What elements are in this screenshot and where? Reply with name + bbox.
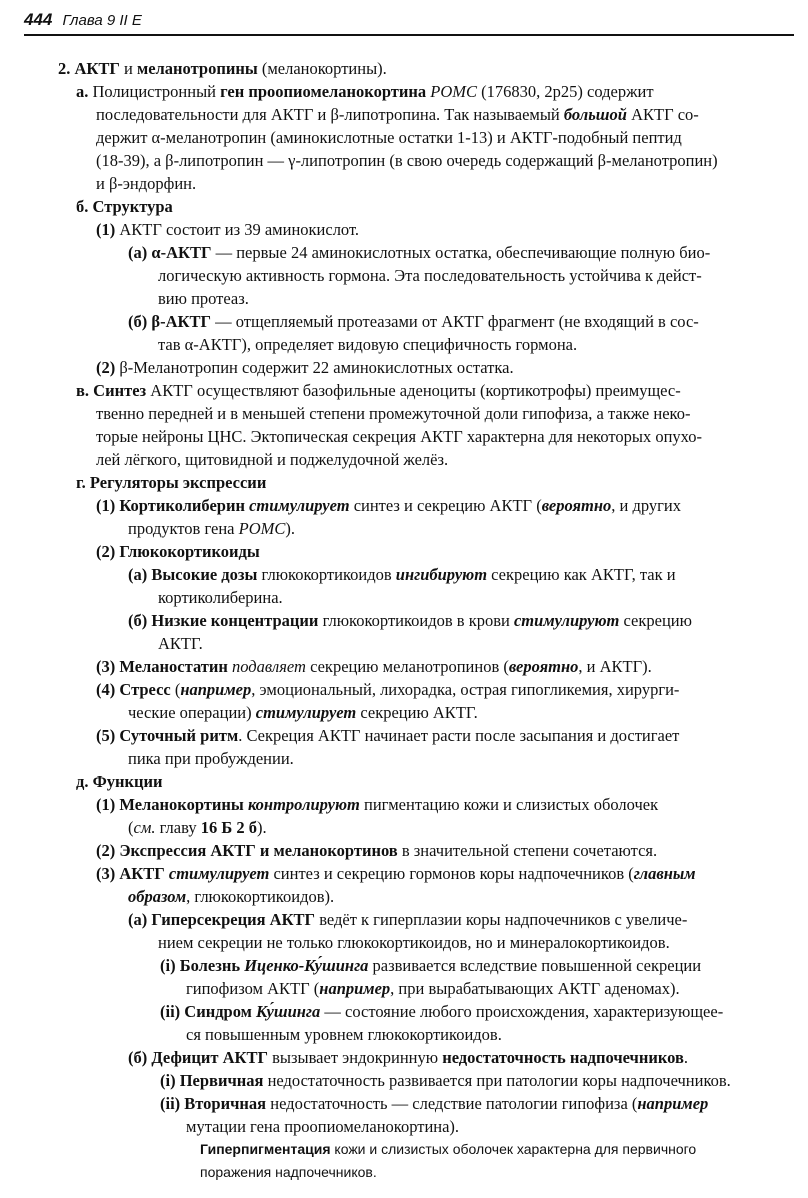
text-run: стимулирует [249,496,350,515]
running-head: Глава 9 II E [62,12,142,29]
text-run: большой [563,105,627,124]
text-line [0,149,796,172]
text-run: см. [133,818,156,837]
text-run: Полицистронный [92,82,221,101]
text-line [0,540,796,563]
text-run: пика при пробуждении. [128,749,294,768]
text-run: последовательности для АКТГ и β-липотропина. Так называемый [96,105,564,124]
text-line [0,885,796,908]
text-run: синтез и секрецию АКТГ ( [349,496,542,515]
text-line [0,333,796,356]
text-run: поражения надпочечников. [200,1164,377,1180]
text-run: а. [76,82,93,101]
text-run: АКТГ. [158,634,203,653]
text-run: 16 Б 2 б [200,818,257,837]
text-run: АКТГ состоит из 39 аминокислот. [119,220,360,239]
text-line [0,862,796,885]
text-run: например [637,1094,709,1113]
text-line [0,724,796,747]
text-run: лей лёгкого, щитовидной и поджелудочной желёз. [96,450,449,469]
text-run: например [180,680,252,699]
text-run: гипофизом АКТГ ( [186,979,320,998]
text-run: вызывает эндокринную [268,1048,443,1067]
text-run: (i) Болезнь [160,956,241,975]
text-run: главным [633,864,696,883]
text-run: — состояние любого происхождения, характеризующее- [320,1002,724,1021]
text-line [0,655,796,678]
text-line [0,1023,796,1046]
text-line [0,954,796,977]
text-run: нием секреции не только глюкокортикоидов, но и минералокортикоидов. [158,933,670,952]
text-run: — первые 24 аминокислотных остатка, обеспечивающие полную био- [211,243,711,262]
text-run: (1) Кортиколиберин [96,496,245,515]
text-line [0,287,796,310]
text-line [0,172,796,195]
text-run: (а) Высокие дозы [128,565,258,584]
header-rule [24,34,794,36]
text-run: АКТГ осуществляют базофильные аденоциты (кортикотрофы) преимущес- [146,381,681,400]
text-line [0,1115,796,1138]
text-run: синтез и секрецию гормонов коры надпочечников ( [269,864,634,883]
text-run: (б) Дефицит АКТГ [128,1048,268,1067]
text-line [0,448,796,471]
text-line [0,816,796,839]
text-run: кожи и слизистых оболочек характерна для первичного [330,1141,697,1157]
text-run: (2) Экспрессия АКТГ и меланокортинов [96,841,398,860]
text-run: подавляет [232,657,306,676]
text-run: в. Синтез [76,381,147,400]
text-run: (18-39), а β-липотропин — γ-липотропин (в свою очередь содержащий β-меланотропин) [96,151,718,170]
text-run: держит α-меланотропин (аминокислотные остатки 1-13) и АКТГ-подобный пептид [96,128,682,147]
text-line [0,747,796,770]
text-run: д. Функции [76,772,163,791]
text-run: меланотропины [136,59,258,78]
text-run: 2. [58,59,75,78]
text-line [0,517,796,540]
text-run: например [319,979,391,998]
text-line [0,908,796,931]
text-run: (а) [128,243,152,262]
text-line [0,1000,796,1023]
text-run: ( [170,680,181,699]
text-run: твенно передней и в меньшей степени промежуточной доли гипофиза, а также неко- [96,404,691,423]
text-run: (ii) Вторичная [160,1094,267,1113]
text-run: , и АКТГ). [578,657,652,676]
text-run: г. Регуляторы экспрессии [76,473,267,492]
text-run: (б) [128,312,152,331]
text-run: пигментацию кожи и слизистых оболочек [359,795,659,814]
text-run: секрецию [619,611,692,630]
text-run: секрецию меланотропинов ( [305,657,509,676]
text-run: (i) Первичная [160,1071,264,1090]
text-run: глюкокортикоидов в крови [318,611,514,630]
text-line [0,195,796,218]
text-line [0,264,796,287]
text-run: , при вырабатывающих АКТГ аденомах). [390,979,680,998]
text-run: вию протеаз. [158,289,249,308]
text-run: АКТГ со- [626,105,699,124]
page-number: 444 [24,10,53,29]
text-run: β-Меланотропин содержит 22 аминокислотных остатка. [119,358,514,377]
text-run: главу [155,818,201,837]
text-line [0,1069,796,1092]
text-run: продуктов гена [128,519,239,538]
text-run: — отщепляемый протеазами от АКТГ фрагмент (не входящий в сос- [210,312,699,331]
text-run: секрецию как АКТГ, так и [487,565,676,584]
text-run: тав α-АКТГ), определяет видовую специфичность гормона. [158,335,578,354]
text-line [0,218,796,241]
text-line [0,80,796,103]
text-run: Иценко-Ку́шинга [244,956,369,975]
text-run: ческие операции) [128,703,256,722]
text-line [0,839,796,862]
text-run: α-АКТГ [151,243,212,262]
text-run: (б) Низкие концентрации [128,611,319,630]
text-run: , глюкокортикоидов). [186,887,335,906]
text-line [0,563,796,586]
text-line [0,471,796,494]
text-line [0,379,796,402]
text-line [0,402,796,425]
text-line [0,241,796,264]
text-run: торые нейроны ЦНС. Эктопическая секреция АКТГ характерна для некоторых опухо- [96,427,703,446]
text-run: Ку́шинга [256,1002,321,1021]
text-run: (ii) Синдром [160,1002,252,1021]
text-run: (176830, 2p25) содержит [477,82,654,101]
text-run: логическую активность гормона. Эта последовательность устойчива к дейст- [158,266,702,285]
text-run: (3) АКТГ [96,864,165,883]
text-line [0,632,796,655]
footnote-line [0,1138,796,1161]
text-run: POMC [238,519,286,538]
text-run: . Секреция АКТГ начинает расти после засыпания и достигает [238,726,680,745]
text-run: вероятно [508,657,579,676]
text-run: (5) Суточный ритм [96,726,239,745]
text-run: (3) Меланостатин [96,657,228,676]
text-run: контролируют [247,795,360,814]
text-run: ся повышенным уровнем глюкокортикоидов. [186,1025,502,1044]
text-run: мутации гена проопиомеланокортина). [186,1117,460,1136]
text-line [0,425,796,448]
text-run: недостаточность надпочечников [442,1048,684,1067]
text-line [0,678,796,701]
text-run: б. Структура [76,197,173,216]
text-run: образом [128,887,187,906]
text-run: Гиперпигментация [200,1141,331,1157]
text-line [0,793,796,816]
footnote-line [0,1161,796,1184]
text-line [0,770,796,793]
text-run: ). [257,818,267,837]
text-run: кортиколиберина. [158,588,283,607]
text-run: ведёт к гиперплазии коры надпочечников с увеличе- [315,910,688,929]
text-run: (меланокортины). [257,59,387,78]
text-line [0,701,796,724]
text-run: ( [128,818,134,837]
text-line [0,57,796,80]
text-run: вероятно [541,496,612,515]
running-header [24,10,794,31]
text-run: (1) [96,220,120,239]
text-run: ген проопиомеланокортина [220,82,427,101]
text-line [0,494,796,517]
text-run: стимулируют [513,611,620,630]
text-run: β-АКТГ [151,312,211,331]
text-line [0,356,796,379]
text-run: (4) Стресс [96,680,171,699]
text-run: развивается вследствие повышенной секреции [368,956,702,975]
text-run: недостаточность развивается при патологии коры надпочечников. [263,1071,731,1090]
text-line [0,609,796,632]
text-line [0,586,796,609]
text-run: секрецию АКТГ. [356,703,478,722]
text-run: и [119,59,137,78]
text-line [0,310,796,333]
text-run: и β-эндорфин. [96,174,197,193]
text-run: АКТГ [74,59,120,78]
text-run: ингибируют [395,565,488,584]
text-line [0,931,796,954]
text-run: ). [285,519,295,538]
text-line [0,1046,796,1069]
text-run: стимулирует [168,864,270,883]
text-line [0,1092,796,1115]
text-run: (а) Гиперсекреция АКТГ [128,910,316,929]
text-line [0,977,796,1000]
text-run: , эмоциональный, лихорадка, острая гипогликемия, хирурги- [251,680,680,699]
text-run: (2) [96,358,120,377]
text-run: недостаточность — следствие патологии гипофиза ( [266,1094,638,1113]
text-run: POMC [430,82,478,101]
text-line [0,103,796,126]
text-run: (2) Глюкокортикоиды [96,542,260,561]
text-run: (1) Меланокортины [96,795,244,814]
text-run: стимулирует [255,703,357,722]
text-run: . [683,1048,689,1067]
text-line [0,126,796,149]
text-run: в значительной степени сочетаются. [397,841,658,860]
text-run: глюкокортикоидов [257,565,396,584]
text-run: , и других [611,496,681,515]
